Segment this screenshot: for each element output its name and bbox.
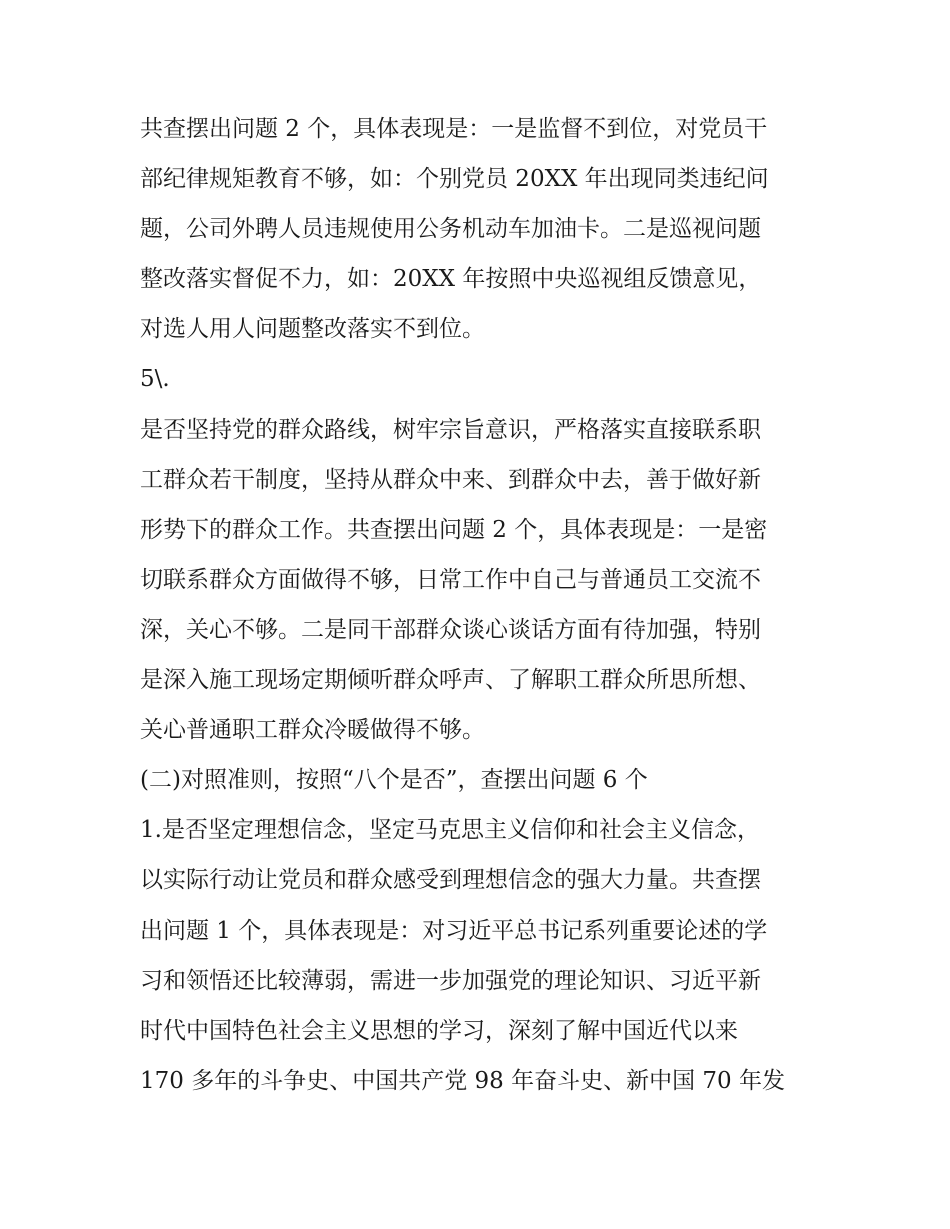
document-body — [140, 104, 820, 1106]
text-line: 部纪律规矩教育不够，如：个别党员 20XX 年出现同类违纪问 — [140, 166, 769, 193]
text-line: 出问题 1 个，具体表现是：对习近平总书记系列重要论述的学 — [140, 917, 768, 944]
text-line: 整改落实督促不力，如：20XX 年按照中央巡视组反馈意见， — [140, 266, 762, 293]
text-line: 深，关心不够。二是同干部群众谈心谈话方面有待加强，特别 — [140, 616, 761, 643]
text-line: 1.是否坚定理想信念，坚定马克思主义信仰和社会主义信念， — [140, 817, 760, 844]
text-line: 切联系群众方面做得不够，日常工作中自己与普通员工交流不 — [140, 566, 761, 593]
text-line: 题，公司外聘人员违规使用公务机动车加油卡。二是巡视问题 — [140, 216, 761, 243]
text-line: 对选人用人问题整改落实不到位。 — [140, 316, 485, 343]
text-line: 是否坚持党的群众路线，树牢宗旨意识，严格落实直接联系职 — [140, 416, 761, 443]
text-line: 以实际行动让党员和群众感受到理想信念的强大力量。共查摆 — [140, 867, 761, 894]
section-number: 5\. — [140, 366, 170, 393]
text-line: 习和领悟还比较薄弱，需进一步加强党的理论知识、习近平新 — [140, 967, 761, 994]
text-line: 是深入施工现场定期倾听群众呼声、了解职工群众所思所想、 — [140, 667, 761, 694]
text-line: 工群众若干制度，坚持从群众中来、到群众中去，善于做好新 — [140, 466, 761, 493]
section-heading: (二)对照准则，按照“八个是否”，查摆出问题 6 个 — [140, 767, 648, 794]
text-line: 共查摆出问题 2 个，具体表现是：一是监督不到位，对党员干 — [140, 116, 768, 142]
text-line: 时代中国特色社会主义思想的学习，深刻了解中国近代以来 — [140, 1017, 738, 1044]
text-line: 170 多年的斗争史、中国共产党 98 年奋斗史、新中国 70 年发 — [140, 1067, 785, 1094]
text-line: 形势下的群众工作。共查摆出问题 2 个，具体表现是：一是密 — [140, 516, 768, 543]
text-line: 关心普通职工群众冷暖做得不够。 — [140, 717, 485, 744]
